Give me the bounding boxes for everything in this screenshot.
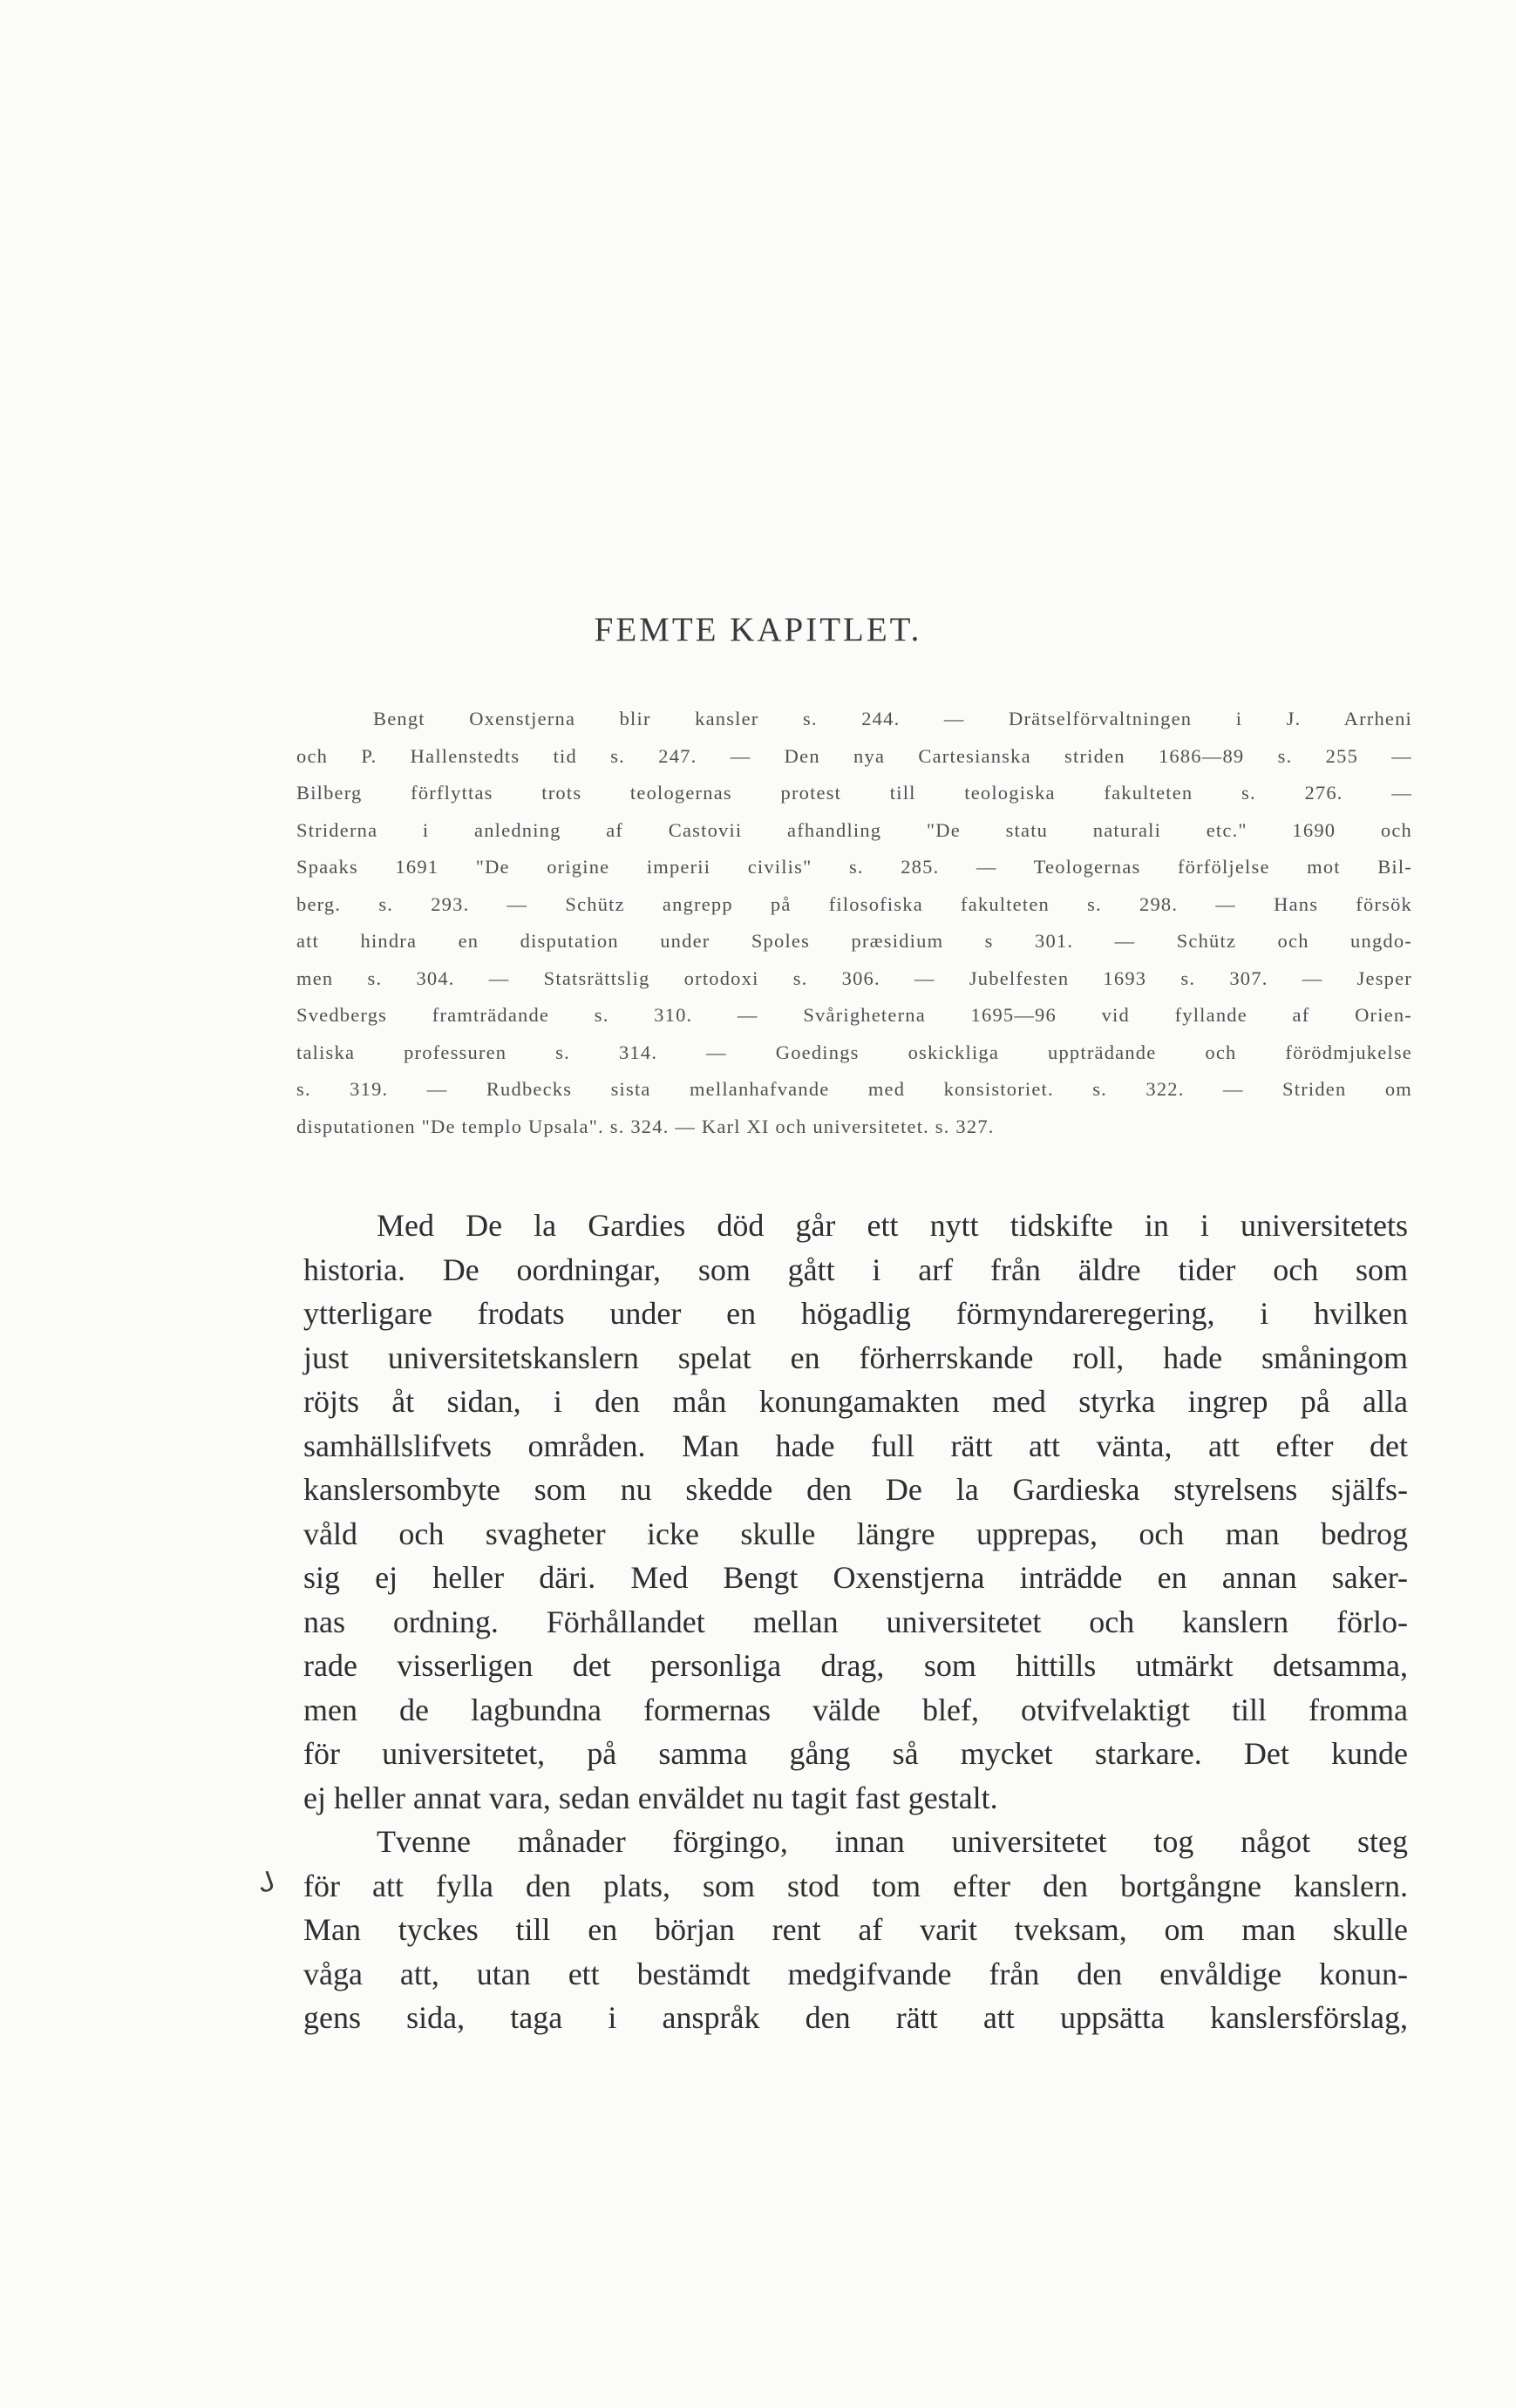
paragraph-line: gens sida, taga i anspråk den rätt att uppsätta kanslersförslag, [303, 2000, 1408, 2035]
margin-mark: ᒍ [253, 1866, 279, 1900]
paragraph-line: för universitetet, på samma gång så mycket starkare. Det kunde [303, 1736, 1408, 1771]
paragraph-line: kanslersombyte som nu skedde den De la Gardieska styrelsens själfs- [303, 1472, 1408, 1507]
summary-line: disputationen "De templo Upsala". s. 324. — Karl XI och universitetet. s. 327. [296, 1115, 995, 1137]
paragraph-line: röjts åt sidan, i den mån konungamakten med styrka ingrep på alla [303, 1384, 1408, 1419]
chapter-title: FEMTE KAPITLET. [594, 611, 922, 648]
summary-line: att hindra en disputation under Spoles præsidium s 301. — Schütz och ungdo- [296, 930, 1412, 952]
summary-line: Striderna i anledning af Castovii afhandling "De statu naturali etc." 1690 och [296, 818, 1412, 841]
paragraph-line: Med De la Gardies död går ett nytt tidskifte in i universitetets [377, 1208, 1408, 1243]
summary-line: Bengt Oxenstjerna blir kansler s. 244. — Drätselförvaltningen i J. Arrheni [373, 708, 1412, 729]
paragraph-line: samhällslifvets områden. Man hade full rätt att vänta, att efter det [303, 1428, 1408, 1463]
paragraph-line: nas ordning. Förhållandet mellan universitetet och kanslern förlo- [303, 1604, 1408, 1639]
chapter-summary [296, 701, 1412, 1145]
body-text [303, 1204, 1408, 2040]
paragraph-line: Man tyckes till en början rent af varit tveksam, om man skulle [303, 1912, 1408, 1947]
summary-line: taliska professuren s. 314. — Goedings oskickliga uppträdande och förödmjukelse [296, 1041, 1412, 1063]
paragraph-line: just universitetskanslern spelat en förherrskande roll, hade småningom [303, 1340, 1408, 1375]
paragraph-line: men de lagbundna formernas välde blef, otvifvelaktigt till fromma [303, 1692, 1408, 1727]
paragraph-line: för att fylla den plats, som stod tom efter den bortgångne kanslern. [303, 1868, 1408, 1903]
paragraph-line: våga att, utan ett bestämdt medgifvande från den envåldige konun- [303, 1956, 1408, 1991]
paragraph-line: Tvenne månader förgingo, innan universitetet tog något steg [377, 1824, 1408, 1859]
summary-line: s. 319. — Rudbecks sista mellanhafvande med konsistoriet. s. 322. — Striden om [296, 1078, 1412, 1100]
summary-line: men s. 304. — Statsrättslig ortodoxi s. 306. — Jubelfesten 1693 s. 307. — Jesper [296, 967, 1412, 989]
paragraph-line: rade visserligen det personliga drag, som hittills utmärkt detsamma, [303, 1648, 1408, 1683]
paragraph-line: historia. De oordningar, som gått i arf från äldre tider och som [303, 1251, 1408, 1287]
summary-line: Bilberg förflyttas trots teologernas protest till teologiska fakulteten s. 276. — [296, 782, 1412, 804]
summary-line: berg. s. 293. — Schütz angrepp på filosofiska fakulteten s. 298. — Hans försök [296, 892, 1412, 915]
paragraph-line: ytterligare frodats under en högadlig förmyndareregering, i hvilken [303, 1296, 1408, 1331]
paragraph-line: sig ej heller däri. Med Bengt Oxenstjerna inträdde en annan saker- [303, 1560, 1408, 1595]
summary-line: Spaaks 1691 "De origine imperii civilis" s. 285. — Teologernas förföljelse mot Bil- [296, 856, 1412, 878]
summary-line: och P. Hallenstedts tid s. 247. — Den nya Cartesianska striden 1686—89 s. 255 — [296, 744, 1412, 767]
paragraph-line: våld och svagheter icke skulle längre upprepas, och man bedrog [303, 1516, 1408, 1551]
paragraph-line: ej heller annat vara, sedan enväldet nu tagit fast gestalt. [303, 1780, 998, 1815]
summary-line: Svedbergs framträdande s. 310. — Svårigheterna 1695—96 vid fyllande af Orien- [296, 1004, 1412, 1026]
